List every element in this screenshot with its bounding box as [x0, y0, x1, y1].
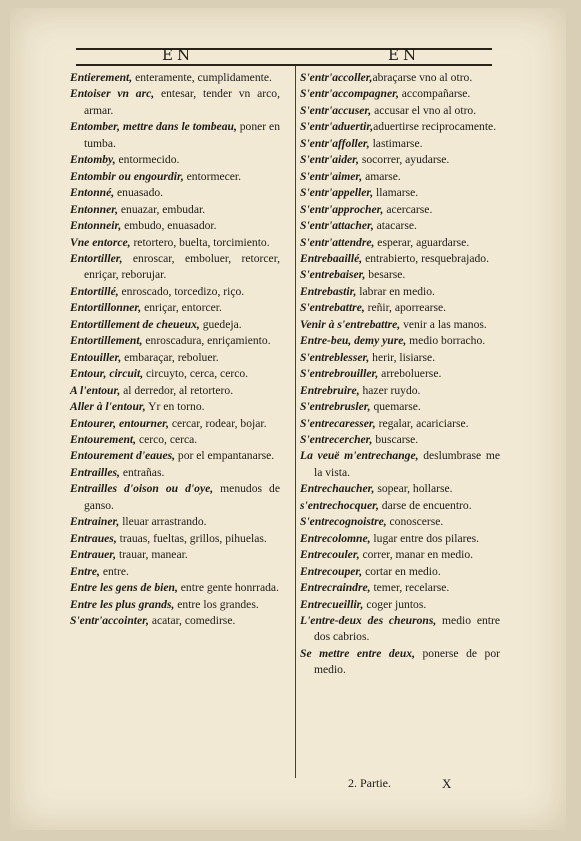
entry-headword: Entortillement,	[70, 334, 143, 348]
dictionary-entry	[300, 119, 500, 135]
dictionary-entry	[70, 251, 280, 284]
entry-headword: Entonneir,	[70, 219, 122, 233]
dictionary-entry	[300, 432, 500, 448]
entry-headword: Entourement,	[70, 432, 137, 446]
entry-headword: S'entrebattre,	[300, 301, 365, 315]
entry-definition: trauar, manear.	[116, 548, 188, 562]
entry-definition: esperar, aguardarse.	[374, 235, 470, 249]
entry-headword: Entrailles,	[70, 465, 120, 479]
entry-definition: acatar, comedirse.	[148, 613, 236, 627]
entry-headword: S'entr'aider,	[300, 153, 359, 167]
entry-definition: quemarse.	[370, 400, 421, 414]
entry-headword: Entouiller,	[70, 350, 122, 364]
dictionary-entry	[300, 284, 500, 300]
entry-definition: aduertirse reciprocamente.	[373, 120, 497, 134]
dictionary-entry	[300, 202, 500, 218]
dictionary-entry	[70, 416, 280, 432]
entry-headword: S'entr'attacher,	[300, 219, 374, 233]
entry-headword: S'entrecaresser,	[300, 416, 376, 430]
entry-definition: besarse.	[365, 268, 406, 282]
dictionary-entry	[70, 350, 280, 366]
dictionary-entry	[70, 119, 280, 152]
dictionary-entry	[300, 267, 500, 283]
dictionary-entry	[70, 86, 280, 119]
dictionary-entry	[70, 399, 280, 415]
entry-definition: venir a las manos.	[400, 317, 487, 331]
entry-headword: Vne entorce,	[70, 235, 131, 249]
entry-headword: Entomby,	[70, 153, 116, 167]
entry-headword: Entre les plus grands,	[70, 597, 175, 611]
entry-definition: entre.	[99, 564, 129, 578]
entry-headword: S'entr'aduertir,	[300, 120, 374, 134]
dictionary-entry	[70, 185, 280, 201]
entry-headword: S'entr'accointer,	[70, 613, 149, 627]
dictionary-entry	[300, 448, 500, 481]
entry-definition: accompañarse.	[398, 87, 471, 101]
entry-headword: s'entrechocquer,	[300, 498, 379, 512]
entry-headword: S'entr'aimer,	[300, 169, 363, 183]
entry-headword: Entrecolomne,	[300, 531, 371, 545]
dictionary-entry	[70, 514, 280, 530]
dictionary-entry	[300, 136, 500, 152]
entry-headword: A l'entour,	[70, 383, 121, 397]
entry-headword: S'entr'accoller,	[300, 71, 373, 84]
entry-definition: por el empantanarse.	[175, 449, 275, 463]
entry-definition: retortero, buelta, torcimiento.	[130, 235, 270, 249]
entry-headword: Entortillement de cheueux,	[70, 317, 200, 331]
dictionary-entry	[70, 580, 280, 596]
entry-definition: entormecer.	[183, 169, 242, 183]
entry-headword: Entre-beu, demy yure,	[300, 334, 407, 348]
dictionary-entry	[70, 383, 280, 399]
entry-definition: entre los grandes.	[174, 597, 259, 611]
dictionary-entry	[70, 300, 280, 316]
dictionary-entry	[70, 547, 280, 563]
dictionary-entry	[300, 580, 500, 596]
dictionary-entry	[300, 152, 500, 168]
dictionary-entry	[300, 317, 500, 333]
dictionary-entry	[70, 432, 280, 448]
entry-definition: acercarse.	[383, 202, 433, 216]
dictionary-entry	[300, 218, 500, 234]
entry-headword: Entre les gens de bien,	[70, 581, 178, 595]
entry-definition: embaraçar, reboluer.	[121, 350, 219, 364]
header-rule-top	[76, 48, 492, 50]
entry-definition: enriçar, entorcer.	[141, 301, 222, 315]
dictionary-entry	[70, 202, 280, 218]
dictionary-entry	[300, 646, 500, 679]
entry-headword: Entierement,	[70, 71, 133, 84]
entry-definition: reñir, aporrearse.	[364, 301, 447, 315]
entry-headword: Entrainer,	[70, 515, 120, 529]
part-label: 2. Partie.	[348, 776, 391, 790]
entry-headword: Entonner,	[70, 202, 119, 216]
dictionary-entry	[300, 481, 500, 497]
entry-headword: S'entr'accuser,	[300, 103, 372, 117]
entry-definition: Yr en torno.	[145, 400, 205, 414]
entry-headword: Entrailles d'oison ou d'oye,	[70, 482, 214, 496]
dictionary-entry	[70, 597, 280, 613]
dictionary-entry	[300, 235, 500, 251]
dictionary-entry	[70, 235, 280, 251]
entry-definition: al derredor, al retortero.	[120, 383, 234, 397]
entry-headword: Entrebaaillé,	[300, 251, 363, 265]
dictionary-entry	[300, 251, 500, 267]
dictionary-entry	[70, 366, 280, 382]
dictionary-entry	[70, 531, 280, 547]
entry-definition: lugar entre dos pilares.	[370, 531, 480, 545]
dictionary-entry	[300, 300, 500, 316]
entry-headword: Entortiller,	[70, 251, 123, 265]
entry-headword: Entrecraindre,	[300, 581, 371, 595]
dictionary-entry	[300, 70, 500, 86]
entry-definition: temer, recelarse.	[370, 581, 450, 595]
entry-definition: enroscado, torcedizo, riço.	[118, 284, 245, 298]
column-divider	[295, 66, 296, 778]
entry-definition: entesar, tender vn arco, armar.	[84, 87, 280, 117]
dictionary-entry	[70, 317, 280, 333]
entry-headword: S'entrebaiser,	[300, 268, 366, 282]
entry-definition: regalar, acariciarse.	[375, 416, 469, 430]
entry-headword: Entrebastir,	[300, 284, 357, 298]
dictionary-entry	[300, 350, 500, 366]
entry-definition: arreboluerse.	[378, 367, 442, 381]
entry-definition: socorrer, ayudarse.	[358, 153, 450, 167]
entry-headword: Entombir ou engourdir,	[70, 169, 184, 183]
dictionary-entry	[300, 185, 500, 201]
header-rule-bottom	[76, 64, 492, 66]
entry-headword: S'entrecercher,	[300, 432, 373, 446]
entry-definition: entrañas.	[119, 465, 165, 479]
entry-definition: medio borracho.	[406, 334, 486, 348]
entry-definition: correr, manar en medio.	[359, 548, 474, 562]
entry-headword: Se mettre entre deux,	[300, 646, 415, 660]
dictionary-entry	[70, 218, 280, 234]
book-page	[10, 8, 566, 830]
dictionary-entry	[300, 86, 500, 102]
entry-headword: S'entr'appeller,	[300, 186, 374, 200]
entry-definition: entre gente honrrada.	[177, 581, 279, 595]
dictionary-entry	[70, 70, 280, 86]
entry-headword: S'entreblesser,	[300, 350, 370, 364]
entry-definition: ponerse de por medio.	[314, 646, 500, 677]
entry-definition: coger juntos.	[363, 597, 427, 611]
dictionary-entry	[70, 481, 280, 514]
entry-headword: Entrauer,	[70, 548, 117, 562]
dictionary-entry	[300, 498, 500, 514]
entry-definition: darse de encuentro.	[378, 498, 472, 512]
entry-headword: Entonné,	[70, 186, 115, 200]
dictionary-entry	[300, 613, 500, 646]
entry-definition: cerco, cerca.	[136, 432, 198, 446]
entry-definition: enuasado.	[114, 186, 164, 200]
entry-definition: entormecido.	[115, 153, 180, 167]
entry-definition: atacarse.	[373, 219, 417, 233]
dictionary-entry	[300, 597, 500, 613]
entry-headword: S'entr'accompagner,	[300, 87, 399, 101]
entry-headword: Entrebruire,	[300, 383, 360, 397]
entry-definition: enroscadura, enriçamiento.	[142, 334, 271, 348]
entry-headword: S'entr'affoller,	[300, 136, 370, 150]
dictionary-entry	[70, 465, 280, 481]
entry-definition: labrar en medio.	[356, 284, 435, 298]
entry-definition: enteramente, cumplidamente.	[132, 71, 272, 84]
entry-definition: abraçarse vno al otro.	[372, 71, 473, 84]
entry-headword: Entrecueillir,	[300, 597, 364, 611]
entry-definition: cercar, rodear, bojar.	[168, 416, 267, 430]
entry-headword: Entre,	[70, 564, 100, 578]
entry-headword: Entrechaucher,	[300, 482, 375, 496]
dictionary-entry	[70, 613, 280, 629]
entry-definition: amarse.	[362, 169, 401, 183]
entry-headword: Entour, circuit,	[70, 367, 144, 381]
dictionary-entry	[70, 152, 280, 168]
entry-headword: Venir à s'entrebattre,	[300, 317, 401, 331]
entry-definition: guedeja.	[199, 317, 242, 331]
entry-definition: enuazar, embudar.	[118, 202, 206, 216]
entry-definition: medio entre dos cabrios.	[314, 613, 500, 644]
entry-headword: S'entrebrusler,	[300, 400, 371, 414]
entry-definition: herir, lisiarse.	[369, 350, 436, 364]
entry-headword: Entourer, entourner,	[70, 416, 169, 430]
dictionary-entry	[300, 531, 500, 547]
entry-definition: menudos de ganso.	[84, 482, 280, 512]
right-column	[300, 70, 500, 679]
dictionary-entry	[70, 564, 280, 580]
entry-definition: trauas, fueltas, grillos, pihuelas.	[116, 531, 267, 545]
dictionary-entry	[300, 399, 500, 415]
running-head-right: EN	[388, 46, 421, 64]
entry-headword: Entourement d'eaues,	[70, 449, 176, 463]
entry-definition: deslumbrase me la vista.	[314, 449, 500, 479]
entry-headword: Entoiser vn arc,	[70, 87, 155, 101]
entry-headword: Entortillé,	[70, 284, 119, 298]
dictionary-entry	[300, 103, 500, 119]
entry-headword: La veuë m'entrechange,	[300, 449, 419, 463]
entry-headword: Entortillonner,	[70, 301, 142, 315]
entry-definition: accusar el vno al otro.	[371, 103, 477, 117]
entry-headword: Aller à l'entour,	[70, 400, 146, 414]
dictionary-entry	[300, 383, 500, 399]
entry-definition: embudo, enuasador.	[121, 219, 217, 233]
dictionary-entry	[300, 514, 500, 530]
entry-headword: Entrecouler,	[300, 548, 360, 562]
entry-headword: S'entrebrouiller,	[300, 367, 379, 381]
dictionary-entry	[300, 547, 500, 563]
dictionary-entry	[300, 564, 500, 580]
dictionary-entry	[300, 416, 500, 432]
entry-headword: Entraues,	[70, 531, 117, 545]
entry-definition: lleuar arrastrando.	[119, 515, 207, 529]
entry-headword: L'entre-deux des cheurons,	[300, 613, 437, 627]
dictionary-entry	[300, 333, 500, 349]
dictionary-entry	[70, 169, 280, 185]
entry-definition: sopear, hollarse.	[374, 482, 453, 496]
entry-definition: circuyto, cerca, cerco.	[143, 367, 249, 381]
dictionary-entry	[70, 284, 280, 300]
entry-definition: conoscerse.	[386, 515, 444, 529]
dictionary-entry	[70, 333, 280, 349]
dictionary-entry	[300, 366, 500, 382]
entry-definition: enroscar, emboluer, retorcer, enriçar, reborujar.	[84, 251, 280, 282]
entry-headword: S'entr'attendre,	[300, 235, 375, 249]
left-column	[70, 70, 280, 629]
entry-definition: entrabierto, resquebrajado.	[362, 251, 490, 265]
running-head-left: EN	[162, 46, 195, 64]
entry-headword: S'entr'approcher,	[300, 202, 384, 216]
entry-definition: hazer ruydo.	[359, 383, 421, 397]
entry-headword: S'entrecognoistre,	[300, 515, 387, 529]
dictionary-entry	[300, 169, 500, 185]
entry-definition: poner en tumba.	[84, 120, 280, 150]
entry-definition: buscarse.	[372, 432, 419, 446]
signature-mark: X	[442, 776, 452, 791]
entry-headword: Entrecouper,	[300, 564, 363, 578]
entry-headword: Entomber, mettre dans le tombeau,	[70, 120, 237, 134]
entry-definition: llamarse.	[373, 186, 419, 200]
entry-definition: lastimarse.	[369, 136, 423, 150]
entry-definition: cortar en medio.	[362, 564, 441, 578]
dictionary-entry	[70, 448, 280, 464]
